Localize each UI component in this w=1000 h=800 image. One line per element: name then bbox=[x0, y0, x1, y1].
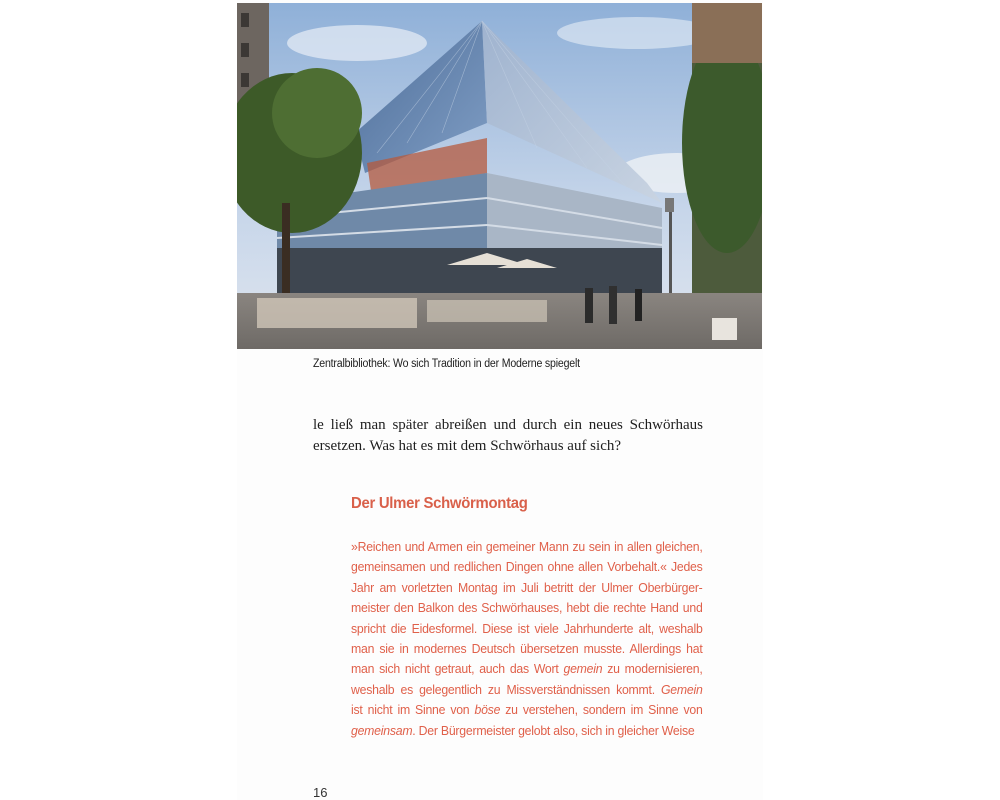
emphasis-boese: böse bbox=[474, 702, 501, 718]
box-line: meister den Balkon des Schwörhauses, hebt die rechte Hand und bbox=[351, 600, 703, 616]
box-line: spricht die Eidesformel. Diese ist viele Jahrhunderte alt, weshalb bbox=[351, 620, 703, 636]
emphasis-gemeinsam: gemeinsam bbox=[351, 722, 413, 738]
box-text-fragment: weshalb es gelegentlich zu Missverständnissen kommt. bbox=[351, 681, 661, 697]
box-line: man sie in modernes Deutsch übersetzen musste. Allerdings hat bbox=[351, 641, 703, 657]
box-text-fragment: zu verstehen, sondern im Sinne von bbox=[500, 702, 703, 718]
box-line bbox=[351, 700, 703, 720]
box-line bbox=[351, 680, 703, 700]
box-line: »Reichen und Armen ein gemeiner Mann zu sein in allen gleichen, bbox=[351, 539, 703, 554]
box-line bbox=[351, 721, 703, 741]
box-line: Jahr am vorletzten Montag im Juli betritt der Ulmer Oberbürger- bbox=[351, 579, 703, 595]
box-line: gemeinsamen und redlichen Dingen ohne allen Vorbehalt.« Jedes bbox=[351, 559, 703, 575]
body-paragraph: le ließ man später abreißen und durch ein neues Schwörhaus ersetzen. Was hat es mit dem Schwörhaus auf sich? bbox=[313, 417, 703, 454]
library-photo bbox=[237, 3, 762, 349]
figure-caption: Zentralbibliothek: Wo sich Tradition in der Moderne spiegelt bbox=[313, 358, 580, 370]
page-number: 16 bbox=[313, 785, 328, 800]
box-text-fragment: zu modernisieren, bbox=[602, 661, 703, 677]
box-title: Der Ulmer Schwörmontag bbox=[351, 495, 528, 512]
box-text-fragment: . Der Bürgermeister gelobt also, sich in gleicher Weise bbox=[412, 722, 695, 738]
box-text-fragment: man sich nicht getraut, auch das Wort bbox=[351, 661, 564, 677]
box-line bbox=[351, 659, 703, 679]
box-text-fragment: ist nicht im Sinne von bbox=[351, 702, 475, 718]
emphasis-gemein: gemein bbox=[563, 661, 603, 677]
box-text bbox=[351, 537, 703, 741]
emphasis-gemein-cap: Gemein bbox=[660, 681, 703, 697]
